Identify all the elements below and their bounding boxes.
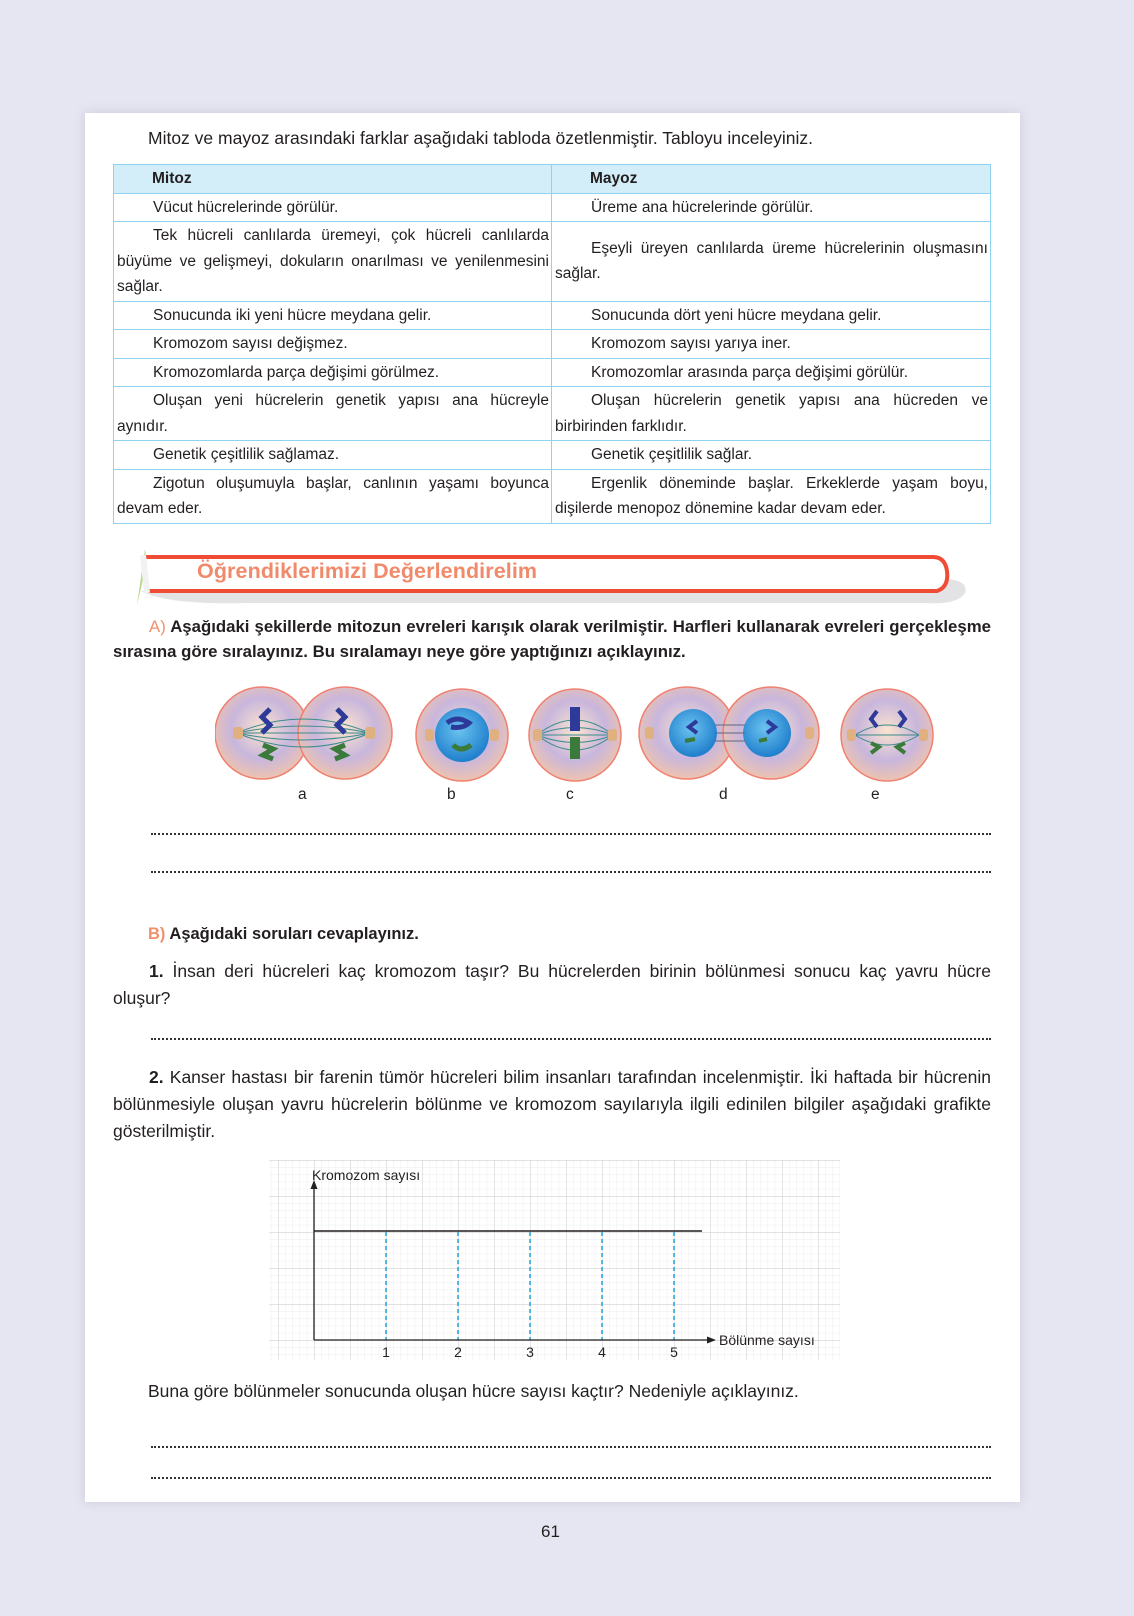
figure-label-b: b <box>447 786 456 803</box>
intro-text: Mitoz ve mayoz arasındaki farklar aşağıdaki tabloda özetlenmiştir. Tabloyu inceleyiniz. <box>148 128 813 148</box>
table-cell: Zigotun oluşumuyla başlar, canlının yaşamı boyunca devam eder. <box>114 469 552 523</box>
table-cell: Oluşan hücrelerin genetik yapısı ana hücreden ve birbirinden farklıdır. <box>552 387 991 441</box>
answer-line-a1[interactable] <box>151 833 991 835</box>
header-mayoz: Mayoz <box>552 165 991 194</box>
table-cell: Genetik çeşitlilik sağlamaz. <box>114 441 552 470</box>
table-cell: Vücut hücrelerinde görülür. <box>114 193 552 222</box>
header-mitoz: Mitoz <box>114 165 552 194</box>
table-cell: Eşeyli üreyen canlılarda üreme hücrelerinin oluşmasını sağlar. <box>552 222 991 302</box>
table-row <box>114 301 991 330</box>
answer-line-q2b[interactable] <box>151 1477 991 1479</box>
part-a-marker: A) <box>149 617 166 636</box>
x-axis-label: Bölünme sayısı <box>719 1332 815 1348</box>
figure-label-e: e <box>871 786 880 803</box>
table-cell: Kromozom sayısı değişmez. <box>114 330 552 359</box>
mitosis-meiosis-table <box>113 164 991 524</box>
mitosis-phases-figure <box>215 685 935 795</box>
table-row <box>114 469 991 523</box>
table-cell: Genetik çeşitlilik sağlar. <box>552 441 991 470</box>
table-row <box>114 358 991 387</box>
question-2-text: Kanser hastası bir farenin tümör hücreleri bilim insanları tarafından incelenmiştir. İki haftada bir hücrenin bölünmesiyle oluşan yavru hücrelerin bölünme ve kromozom sayılarıyla ilgili edinilen bilgiler aşağıdaki grafikte gösterilmiştir. <box>113 1067 991 1141</box>
table-cell: Oluşan yeni hücrelerin genetik yapısı ana hücreyle aynıdır. <box>114 387 552 441</box>
section-title: Öğrendiklerimizi Değerlendirelim <box>197 559 538 583</box>
table-row <box>114 193 991 222</box>
cell-e-icon <box>841 689 933 781</box>
table-cell: Tek hücreli canlılarda üremeyi, çok hücreli canlılarda büyüme ve gelişmeyi, dokuların onarılması ve yenilenmesini sağlar. <box>114 222 552 302</box>
part-b-text: Aşağıdaki soruları cevaplayınız. <box>169 925 419 943</box>
table-cell: Sonucunda dört yeni hücre meydana gelir. <box>552 301 991 330</box>
cell-c-icon <box>529 689 621 781</box>
svg-text:3: 3 <box>526 1344 534 1360</box>
question-2-followup: Buna göre bölünmeler sonucunda oluşan hücre sayısı kaçtır? Nedeniyle açıklayınız. <box>148 1381 799 1401</box>
svg-text:1: 1 <box>382 1344 390 1360</box>
question-1-text: İnsan deri hücreleri kaç kromozom taşır? Bu hücrelerden birinin bölünmesi sonucu kaç yavru hücre oluşur? <box>113 961 991 1008</box>
svg-text:5: 5 <box>670 1344 678 1360</box>
page-number: 61 <box>541 1522 560 1541</box>
cell-d-icon <box>639 687 819 779</box>
grid-paper <box>269 1160 840 1360</box>
part-b-marker: B) <box>148 925 166 943</box>
table-cell: Üreme ana hücrelerinde görülür. <box>552 193 991 222</box>
workbook-page <box>85 113 1020 1502</box>
answer-line-q1[interactable] <box>151 1038 991 1040</box>
table-cell: Kromozomlarda parça değişimi görülmez. <box>114 358 552 387</box>
cell-b-icon <box>416 689 508 781</box>
table-row <box>114 222 991 302</box>
svg-text:4: 4 <box>598 1344 606 1360</box>
y-axis-label: Kromozom sayısı <box>312 1167 421 1183</box>
part-b-heading <box>148 925 419 944</box>
question-2-number: 2. <box>149 1067 164 1087</box>
table-row <box>114 330 991 359</box>
figure-label-d: d <box>719 786 728 803</box>
table-row <box>114 441 991 470</box>
question-1-number: 1. <box>149 961 164 981</box>
table-cell: Ergenlik döneminde başlar. Erkeklerde yaşam boyu, dişilerde menopoz dönemine kadar devam eder. <box>552 469 991 523</box>
cell-a-icon <box>215 687 392 779</box>
table-row <box>114 387 991 441</box>
question-1 <box>113 958 991 1012</box>
answer-line-q2a[interactable] <box>151 1446 991 1448</box>
chromosome-chart <box>269 1160 840 1360</box>
svg-text:2: 2 <box>454 1344 462 1360</box>
table-cell: Kromozom sayısı yarıya iner. <box>552 330 991 359</box>
part-a-text: Aşağıdaki şekillerde mitozun evreleri karışık olarak verilmiştir. Harfleri kullanarak evreleri gerçekleşme sırasına göre sıralayınız. Bu sıralamayı neye göre yaptığınızı açıklayınız. <box>113 617 991 661</box>
table-cell: Sonucunda iki yeni hücre meydana gelir. <box>114 301 552 330</box>
part-a-question <box>113 614 991 664</box>
section-banner <box>127 541 987 611</box>
answer-line-a2[interactable] <box>151 871 991 873</box>
chart-svg <box>269 1160 840 1360</box>
figure-label-c: c <box>566 786 574 803</box>
table-cell: Kromozomlar arasında parça değişimi görülür. <box>552 358 991 387</box>
figure-label-a: a <box>298 786 307 803</box>
table-header-row <box>114 165 991 194</box>
question-2 <box>113 1064 991 1145</box>
